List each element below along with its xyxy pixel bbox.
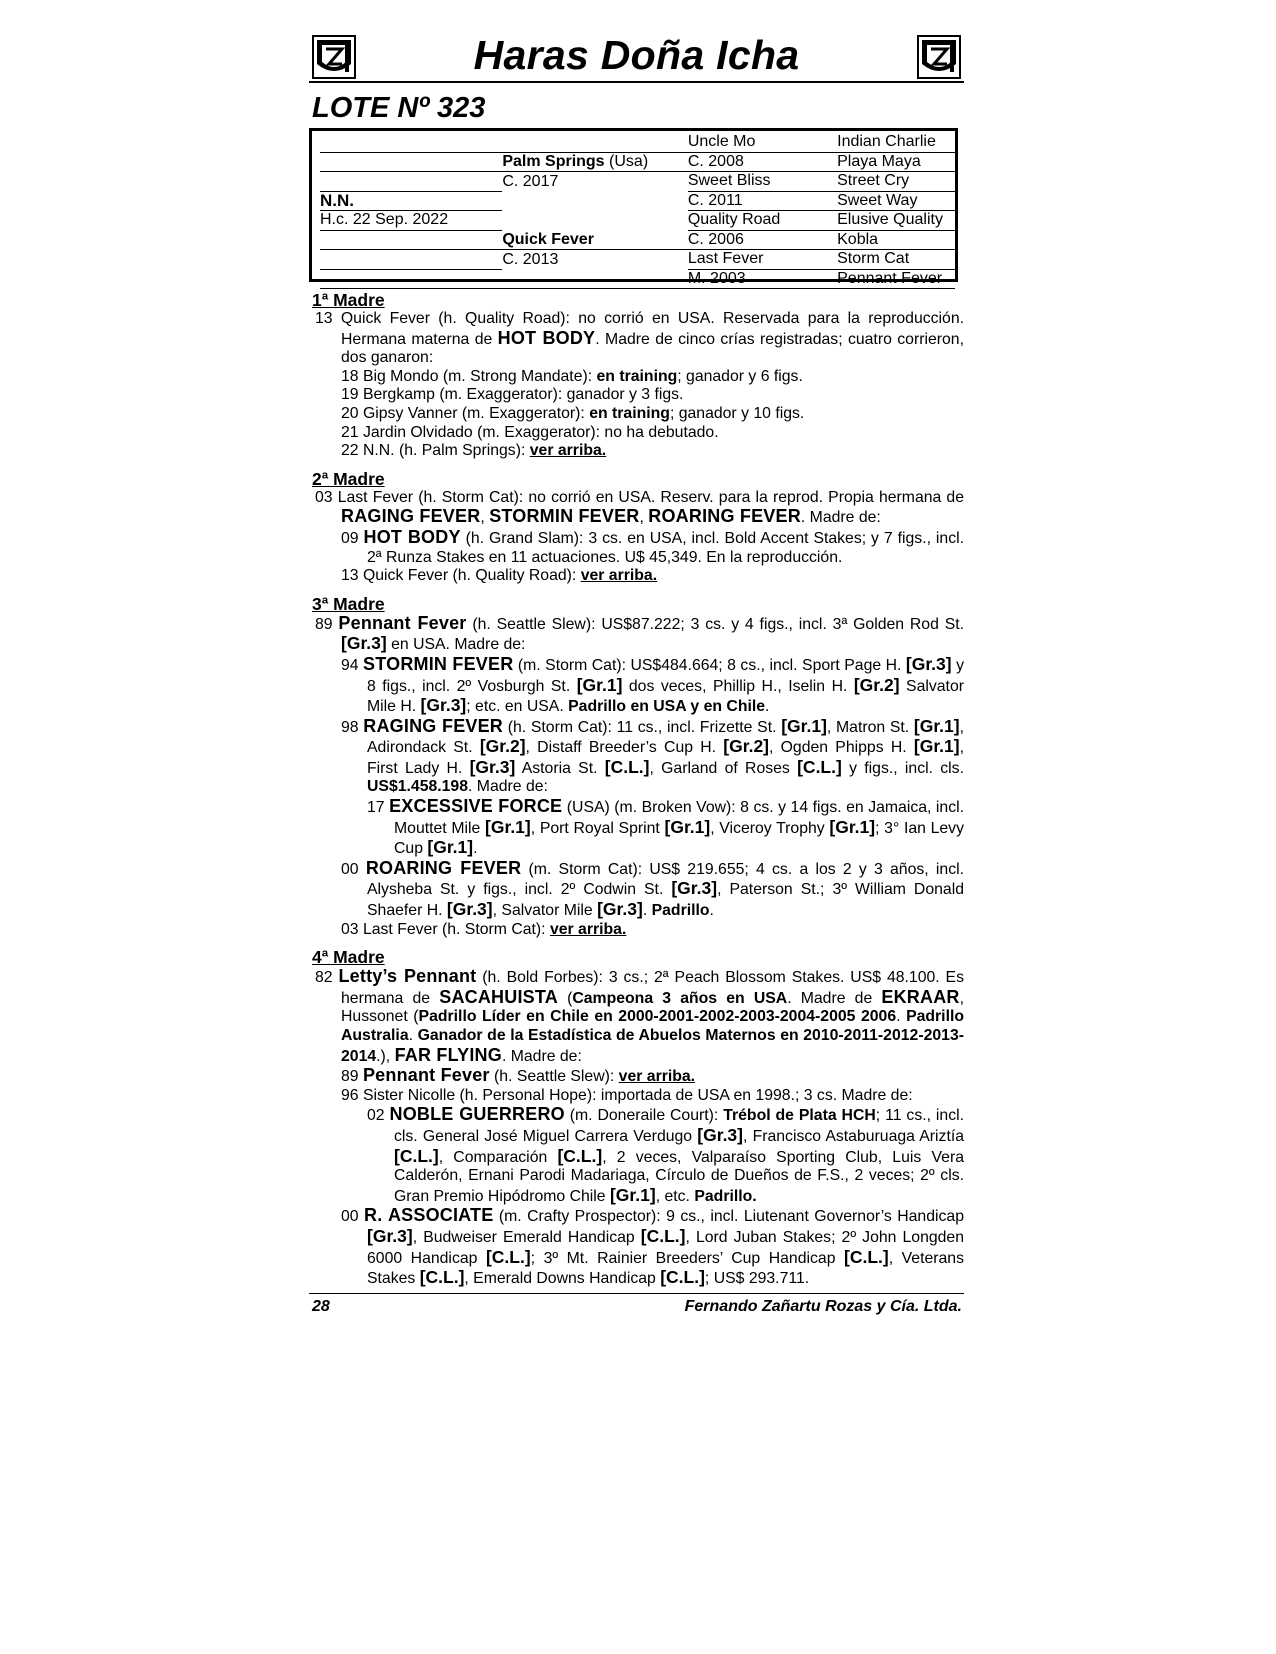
pedigree-box xyxy=(309,128,958,287)
pedigree-sire-info: C. 2017 xyxy=(502,172,559,190)
pedigree-ds-info: C. 2006 xyxy=(688,230,837,250)
page-header xyxy=(309,28,964,90)
madre1-section xyxy=(309,310,964,461)
madre3-section xyxy=(309,614,964,940)
section-heading-madre4: 4ª Madre xyxy=(312,947,385,968)
pedigree-ss: Uncle Mo xyxy=(688,133,837,152)
publisher-name: Fernando Zañartu Rozas y Cía. Ltda. xyxy=(684,1297,962,1315)
pedigree-ddd: Pennant Fever xyxy=(837,269,955,289)
list-item: 00 R. ASSOCIATE (m. Crafty Prospector): 9 cs., incl. Liutenant Governor’s Handicap [Gr.3], Budweiser Emerald Handicap [C.L.], Lord Juban Stakes; 2º John Longden 6000 Handicap [C.L.]; 3º Mt. Rainier Breeders’ Cup Handicap [C.L.], Veterans Stakes [C.L.], Emerald Downs Handicap [C.L.]; US$ 293.711. xyxy=(341,1205,965,1288)
pedigree-ss-info: C. 2008 xyxy=(688,152,837,172)
pedigree-ssd: Playa Maya xyxy=(837,152,955,172)
list-item: 94 STORMIN FEVER (m. Storm Cat): US$484.664; 8 cs., incl. Sport Page H. [Gr.3] y 8 figs., incl. 2º Vosburgh St. [Gr.1] dos veces, Phillip H., Iselin H. [Gr.2] Salvator Mile H. [Gr.3]; etc. en USA. Padrillo en USA y en Chile. xyxy=(341,653,964,716)
list-item: 00 ROARING FEVER (m. Storm Cat): US$ 219.655; 4 cs. a los 2 y 3 años, incl. Alysheba St. y figs., incl. 2º Codwin St. [Gr.3], Paterson St.; 3º William Donald Shaefer H. [Gr.3], Salvator Mile [Gr.3]. Padrillo. xyxy=(341,857,964,920)
section-heading-madre3: 3ª Madre xyxy=(312,593,385,614)
page-title: Haras Doña Icha xyxy=(473,32,800,78)
section-heading-madre2: 2ª Madre xyxy=(312,468,385,489)
pedigree-sd-info: C. 2011 xyxy=(688,191,837,211)
pedigree-foal-name: N.N. xyxy=(320,191,502,211)
madre1-entry: 13 Quick Fever (h. Quality Road): no corrió en USA. Reservada para la reproducción. Hermana materna de HOT BODY. Madre de cinco crías registradas; cuatro corrieron, dos ganaron: xyxy=(315,310,964,367)
pedigree-ds: Quality Road xyxy=(688,211,837,231)
list-item: 17 EXCESSIVE FORCE (USA) (m. Broken Vow): 8 cs. y 14 figs. en Jamaica, incl. Mouttet Mile [Gr.1], Port Royal Sprint [Gr.1], Viceroy Trophy [Gr.1]; 3° Ian Levy Cup [Gr.1]. xyxy=(367,796,965,858)
lot-number: LOTE Nº 323 xyxy=(312,92,486,124)
section-heading-madre1: 1ª Madre xyxy=(312,290,385,310)
haras-logo-icon xyxy=(916,34,962,80)
page-number: 28 xyxy=(312,1297,330,1315)
list-item: 89 Pennant Fever (h. Seattle Slew): ver arriba. xyxy=(341,1065,696,1086)
list-item: 21 Jardin Olvidado (m. Exaggerator): no ha debutado. xyxy=(341,423,719,441)
pedigree-sss: Indian Charlie xyxy=(837,133,955,152)
list-item: 13 Quick Fever (h. Quality Road): ver arriba. xyxy=(341,567,658,585)
list-item: 18 Big Mondo (m. Strong Mandate): en training; ganador y 6 figs. xyxy=(341,367,803,385)
header-rule xyxy=(309,81,964,83)
madre2-entry: 03 Last Fever (h. Storm Cat): no corrió en USA. Reserv. para la reprod. Propia hermana de RAGING FEVER, STORMIN FEVER, ROARING FEVER. Madre de: xyxy=(315,488,964,527)
pedigree-dd-info: M. 2003 xyxy=(688,269,837,289)
madre4-entry: 82 Letty’s Pennant (h. Bold Forbes): 3 cs.; 2ª Peach Blossom Stakes. US$ 48.100. Es hermana de SACAHUISTA (Campeona 3 años en USA. Madre de EKRAAR, Hussonet (Padrillo Líder en Chile en 2000-2001-2002-2003-2004-2005 2006. Padrillo Australia. Ganador de la Estadística de Abuelos Maternos en 2010-2011-2012-2013-2014.), FAR FLYING. Madre de: xyxy=(315,966,964,1065)
list-item: 96 Sister Nicolle (h. Personal Hope): importada de USA en 1998.; 3 cs. Madre de: xyxy=(341,1086,913,1104)
catalog-page xyxy=(309,28,964,1320)
madre2-section xyxy=(309,489,964,586)
pedigree-dd: Last Fever xyxy=(688,250,837,270)
pedigree-dds: Storm Cat xyxy=(837,250,955,270)
page-footer xyxy=(309,1293,964,1320)
pedigree-foal-info: H.c. 22 Sep. 2022 xyxy=(320,211,502,231)
pedigree-sds: Street Cry xyxy=(837,172,955,192)
madre4-section xyxy=(309,967,964,1289)
madre3-entry: 89 Pennant Fever (h. Seattle Slew): US$87.222; 3 cs. y 4 figs., incl. 3ª Golden Rod St. [Gr.3] en USA. Madre de: xyxy=(315,612,965,654)
list-item: 19 Bergkamp (m. Exaggerator): ganador y 3 figs. xyxy=(341,386,684,404)
list-item: 20 Gipsy Vanner (m. Exaggerator): en training; ganador y 10 figs. xyxy=(341,404,805,422)
pedigree-dss: Elusive Quality xyxy=(837,211,955,231)
pedigree-dsd: Kobla xyxy=(837,230,955,250)
pedigree-dam: Quick Fever xyxy=(502,230,688,250)
list-item: 02 NOBLE GUERRERO (m. Doneraile Court): Trébol de Plata HCH; 11 cs., incl. cls. General José Miguel Carrera Verdugo [Gr.3], Francisco Astaburuaga Ariztía [C.L.], Comparación [C.L.], 2 veces, Valparaíso Sporting Club, Luis Vera Calderón, Ernani Parodi Madariaga, Círculo de Dueños de F.S., 2 veces; 2º cls. Gran Premio Hipódromo Chile [Gr.1], etc. Padrillo. xyxy=(367,1104,965,1205)
pedigree-sd: Sweet Bliss xyxy=(688,172,837,192)
list-item: 98 RAGING FEVER (h. Storm Cat): 11 cs., incl. Frizette St. [Gr.1], Matron St. [Gr.1], Adirondack St. [Gr.2], Distaff Breeder’s Cup H. [Gr.2], Ogden Phipps H. [Gr.1], First Lady H. [Gr.3] Astoria St. [C.L.], Garland of Roses [C.L.] y figs., incl. cls. US$1.458.198. Madre de: xyxy=(341,715,964,796)
pedigree-table xyxy=(320,133,955,289)
pedigree-dam-info: C. 2013 xyxy=(502,250,559,268)
pedigree-sdd: Sweet Way xyxy=(837,191,955,211)
list-item: 22 N.N. (h. Palm Springs): ver arriba. xyxy=(341,442,607,460)
pedigree-sire: Palm Springs (Usa) xyxy=(502,152,688,172)
list-item: 09 HOT BODY (h. Grand Slam): 3 cs. en USA, incl. Bold Accent Stakes; y 7 figs., incl. 2ª Runza Stakes en 11 actuaciones. U$ 45,349. En la reproducción. xyxy=(341,526,964,566)
list-item: 03 Last Fever (h. Storm Cat): ver arriba. xyxy=(341,920,627,938)
